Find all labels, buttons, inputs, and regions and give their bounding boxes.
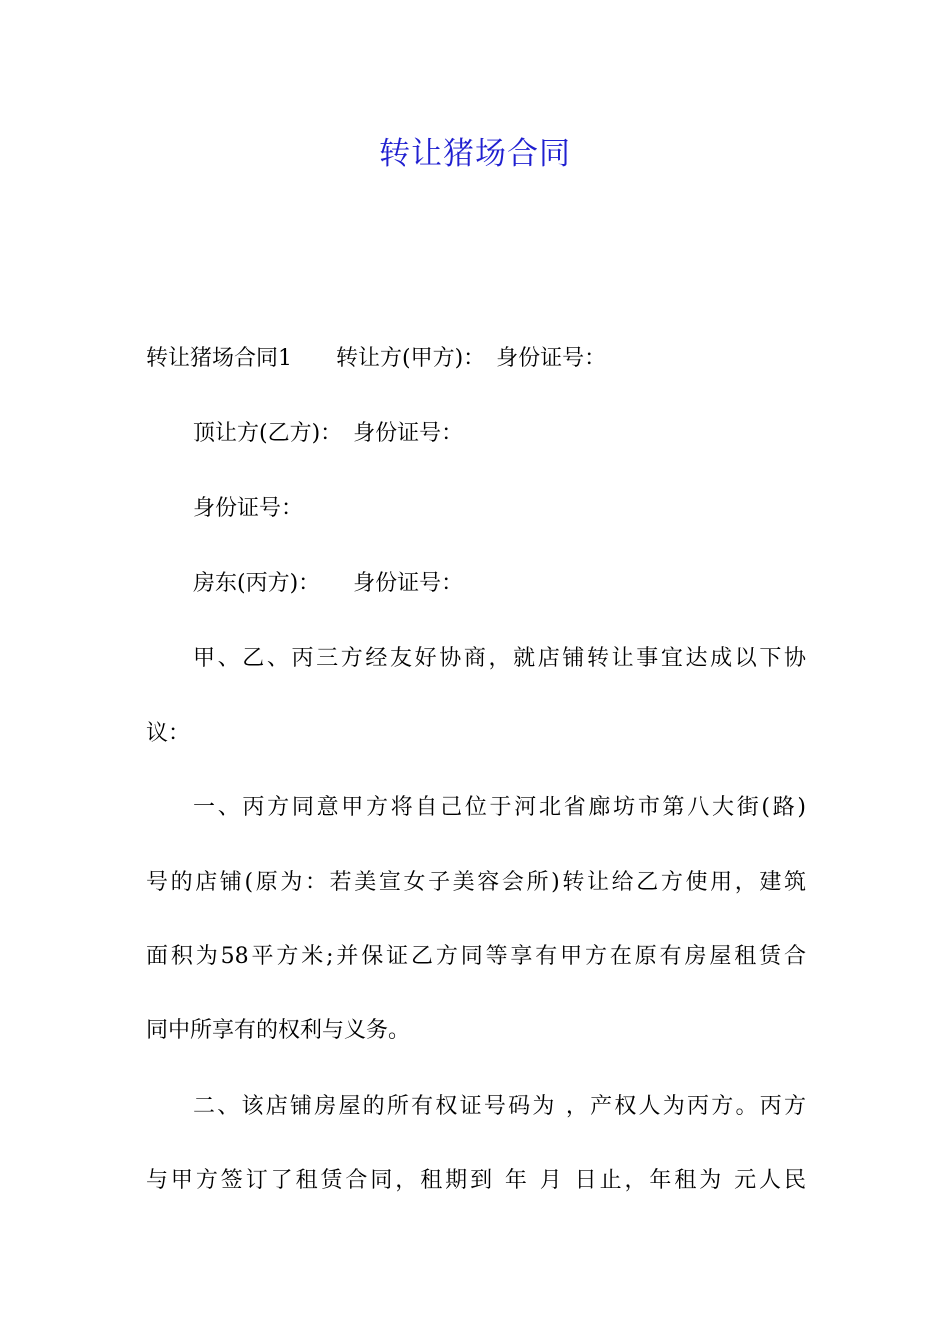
text-line: 号的店铺(原为：若美宣女子美容会所)转让给乙方使用，建筑 (146, 870, 806, 895)
text-line: 身份证号： (193, 496, 304, 521)
document-title: 转让猪场合同 (379, 136, 571, 172)
text-line: 顶让方(乙方)： 身份证号： (193, 421, 464, 446)
text-line: 议： (146, 721, 191, 746)
text-line: 一、丙方同意甲方将自己位于河北省廊坊市第八大街(路) (193, 795, 806, 820)
text-line: 甲、乙、丙三方经友好协商，就店铺转让事宜达成以下协 (193, 646, 806, 671)
text-line: 面积为58平方米;并保证乙方同等享有甲方在原有房屋租赁合 (146, 944, 806, 969)
text-line: 与甲方签订了租赁合同，租期到 年 月 日止，年租为 元人民 (146, 1168, 806, 1193)
text-line: 同中所享有的权利与义务。 (146, 1018, 411, 1043)
text-line: 二、该店铺房屋的所有权证号码为 ，产权人为丙方。丙方 (193, 1094, 806, 1119)
text-line: 转让猪场合同1 转让方(甲方)： 身份证号： (146, 346, 607, 371)
text-line: 房东(丙方)： 身份证号： (193, 571, 464, 596)
